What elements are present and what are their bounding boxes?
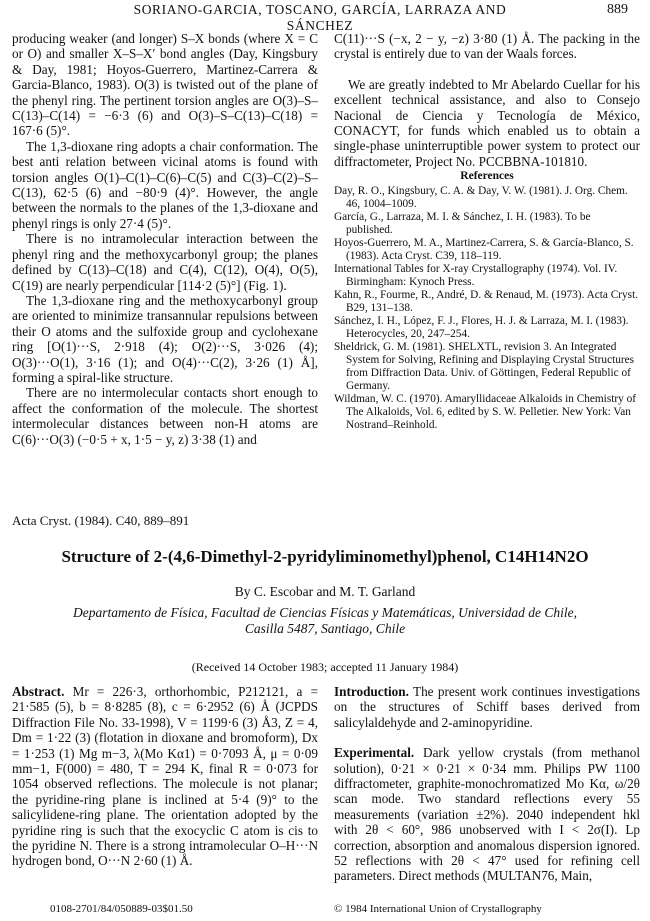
article-title: Structure of 2-(4,6-Dimethyl-2-pyridyliminomethyl)phenol, C14H14N2O [61,547,589,566]
reference-item: García, G., Larraza, M. I. & Sánchez, I. H. (1983). To be published. [334,210,591,236]
abstract [12,684,318,869]
introduction [334,684,640,730]
abstract-column [12,684,318,869]
experimental-text: Dark yellow crystals (from methanol solution), 0·21 × 0·21 × 0·34 mm. Philips PW 1100 diffractometer, graphite-monochromatized Mo Kα, ω/2θ scan mode. Two standard reflections every 55 measurements (variation ±2%). 2040 independent hkl with 2θ < 60°, 986 unobserved with I < 2σ(I). Lp correction, absorption and anomalous dispersion ignored. 52 reflections with 2θ < 47° used for refining cell parameters. Direct methods (MULTAN76, Main, [334,745,640,884]
acknowledgement: We are greatly indebted to Mr Abelardo Cuellar for his excellent technical assistance, and also to Consejo Nacional de Ciencia y Tecnología de México, CONACYT, for funds which enabled us to obtain a single-phase uninterruptible power system to protect our diffractometer, Project No. PCCBBNA-101810. [334,76,640,169]
reference-item: Kahn, R., Fourme, R., André, D. & Renaud, M. (1973). Acta Cryst. B29, 131–138. [334,288,639,314]
reference-item: Sánchez, I. H., López, F. J., Flores, H. J. & Larraza, M. I. (1983). Heterocycles, 20, 247–254. [334,314,629,340]
paragraph: There are no intermolecular contacts short enough to affect the conformation of the molecule. The shortest intermolecular distances between non-H atoms are C(6)···O(3) (−0·5 + x, 1·5 − y, z) 3·38 (1) and [12,385,318,447]
abstract-text: Mr = 226·3, orthorhombic, P212121, a = 21·585 (5), b = 8·8285 (8), c = 6·2952 (6) Å (JCPDS Diffraction File No. 33-1998), V = 1199·6 (3) Å3, Z = 4, Dm = 1·22 (3) (flotation in dioxane and bromoform), Dx = 1·253 (1) Mg m−3, λ(Mo Kα1) = 0·7093 Å, μ = 0·09 mm−1, F(000) = 480, T = 294 K, final R = 0·073 for 1054 observed reflections. The molecule is not planar; the pyridine-ring plane is inclined at 5·4 (9)° to the salicylidene-ring plane. The orientation adopted by the pyridine ring is such that the exocyclic C atom is cis to the pyridine N. There is a strong intramolecular O–H···N hydrogen bond, O···N 2·60 (1) Å. [12,684,319,869]
article-citation: Acta Cryst. (1984). C40, 889–891 [12,513,190,528]
footer-copyright: © 1984 International Union of Crystallography [334,903,542,915]
article-authors: By C. Escobar and M. T. Garland [234,584,416,599]
reference-item: Day, R. O., Kingsbury, C. A. & Day, V. W. (1981). J. Org. Chem. 46, 1004–1009. [334,184,628,210]
reference-item: International Tables for X-ray Crystallography (1974). Vol. IV. Birmingham: Kynoch Press. [334,262,618,288]
paragraph: There is no intramolecular interaction between the phenyl ring and the methoxycarbonyl group; the planes defined by C(13)–C(18) and C(4), C(12), O(4), O(5), C(19) are nearly perpendicular [114·2 (5)°] (Fig. 1). [12,231,318,293]
reference-item: Hoyos-Guerrero, M. A., Martinez-Carrera, S. & García-Blanco, S. (1983). Acta Cryst. C39, 118–119. [334,236,634,262]
received-dates: (Received 14 October 1983; accepted 11 January 1984) [191,660,459,674]
paragraph: C(11)···S (−x, 2 − y, −z) 3·80 (1) Å. The packing in the crystal is entirely due to van der Waals forces. [334,31,640,62]
page-number: 889 [607,2,628,17]
prev-article-left-column [12,31,318,447]
experimental [334,745,640,884]
running-header: SORIANO-GARCIA, TOSCANO, GARCÍA, LARRAZA AND SÁNCHEZ [133,2,507,33]
paragraph: producing weaker (and longer) S–X bonds (where X = C or O) and smaller X–S–X′ bond angles (Day, Kingsbury & Day, 1981; Hoyos-Guerrero, Martinez-Carrera & Garcia-Blanco, 1983). O(3) is twisted out of the plane of the phenyl ring. The pertinent torsion angles are O(3)–S–C(13)–C(14) = −6·3 (6) and O(3)–S–C(13)–C(18) = 167·6 (5)°. [12,31,318,139]
experimental-label: Experimental. [334,745,415,761]
introduction-label: Introduction. [334,684,409,699]
body-right-column [334,684,640,884]
references-heading: References [460,170,514,183]
article-affiliation: Departamento de Física, Facultad de Ciencias Físicas y Matemáticas, Universidad de Chile, Casilla 5487, Santiago, Chile [73,605,577,636]
reference-item: Wildman, W. C. (1970). Amaryllidaceae Alkaloids in Chemistry of The Alkaloids, Vol. 6, edited by S. W. Pelletier. New York: Van Nostrand–Reinhold. [334,392,637,431]
reference-item: Sheldrick, G. M. (1981). SHELXTL, revision 3. An Integrated System for Solving, Refining and Displaying Crystal Structures from Diffraction Data. Univ. of Göttingen, Federal Republic of Germany. [334,340,635,392]
paragraph: The 1,3-dioxane ring adopts a chair conformation. The best anti relation between vicinal atoms is found with torsion angles O(1)–C(1)–C(6)–C(5) and C(3)–C(2)–S–C(13), 62·5 (6) and −80·9 (4)°. However, the angle between the normals to the planes of the 1,3-dioxane and phenyl rings is only 27·4 (5)°. [12,138,318,231]
abstract-label: Abstract. [12,684,65,699]
footer-code: 0108-2701/84/050889-03$01.50 [50,903,193,915]
prev-article-right-column [334,31,640,432]
paragraph: The 1,3-dioxane ring and the methoxycarbonyl group are oriented to minimize transannular repulsions between their O atoms and the sulfoxide group and cyclohexane ring [O(1)···S, 2·918 (4); O(2)···S, 3·026 (4); O(3)···O(1), 3·16 (1); and O(4)···C(2), 3·26 (1) Å], forming a spiral-like structure. [12,292,318,385]
introduction-text: The present work continues investigations on the structures of Schiff bases derived from salicylaldehyde and 2-aminopyridine. [334,684,640,730]
